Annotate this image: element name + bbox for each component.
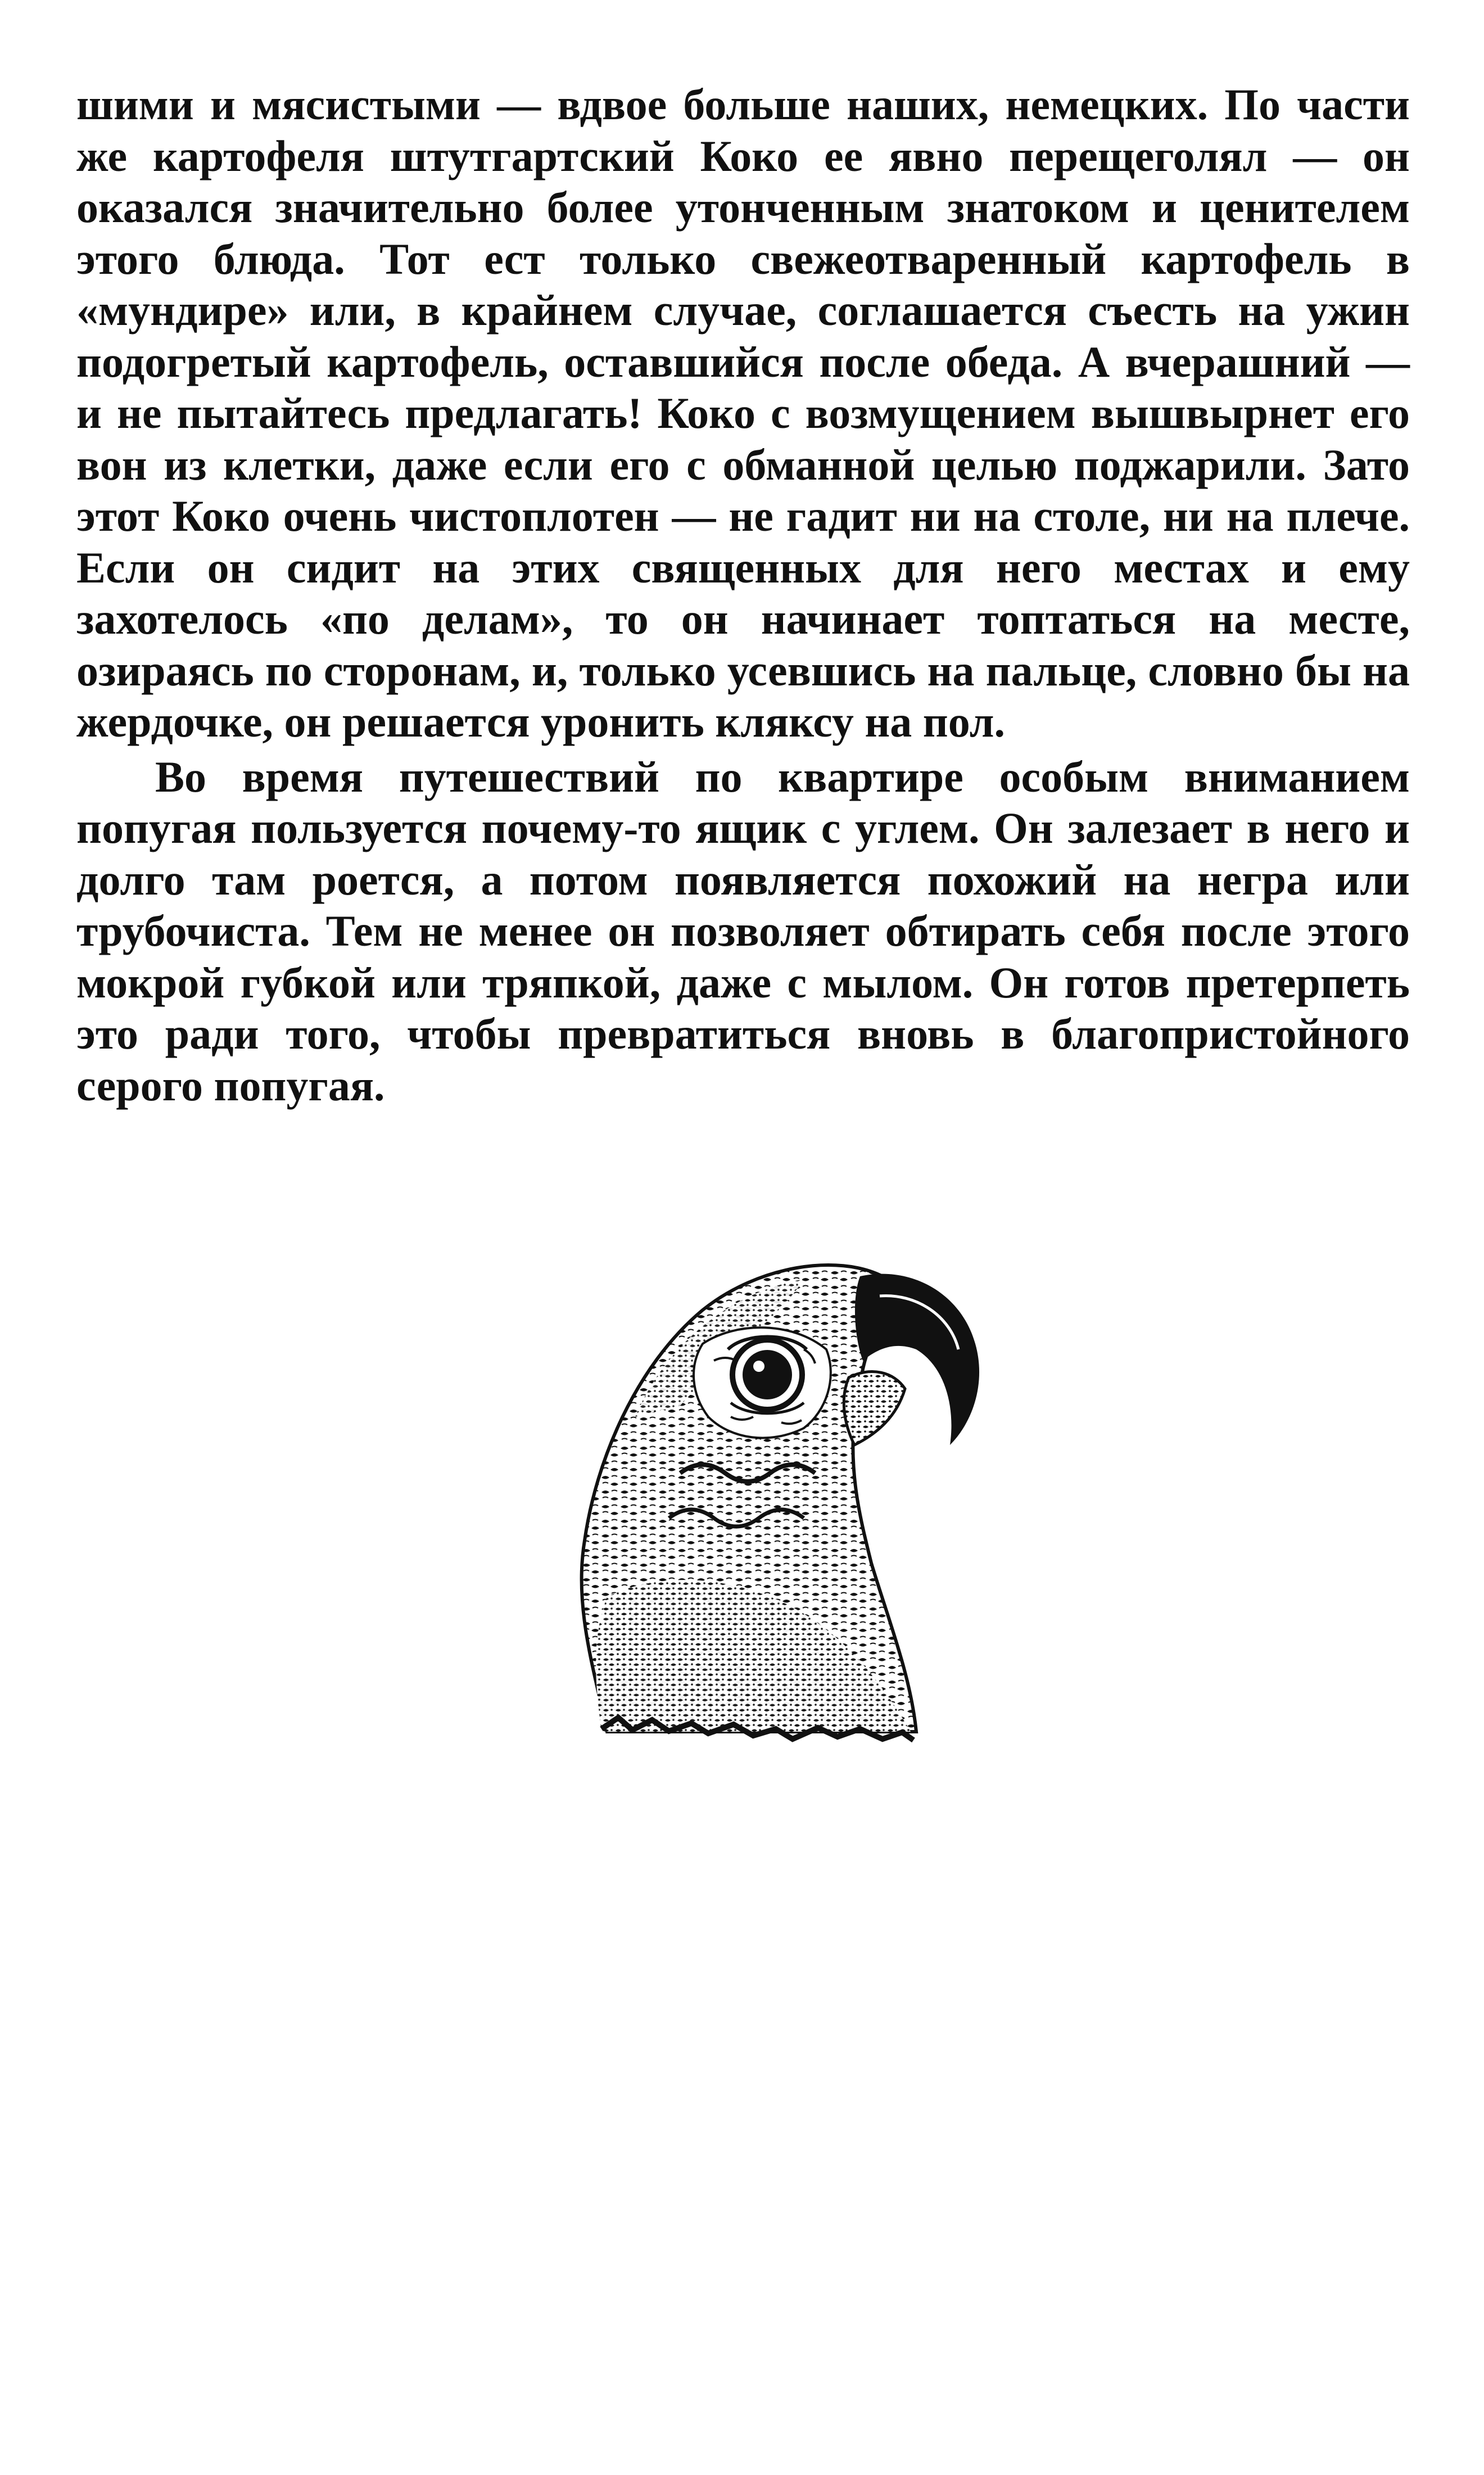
paragraph-coal-box: Во время путешествий по квартире особым вниманием попугая пользуется почему-то ящик с углем. Он залезает в него и долго там роется, а потом появляется похожий на негра или трубочиста. Тем не менее он позволяет обтирать себя после этого мокрой губкой или тряпкой, даже с мылом. Он готов претерпеть это ради того, чтобы превратиться вновь в благопристойного серого попугая. xyxy=(76,752,1410,1110)
parrot-illustration xyxy=(467,1181,1006,1743)
parrot-head-engraving-icon xyxy=(467,1181,1006,1743)
body-text xyxy=(76,79,1410,1111)
paragraph-continued: шими и мясистыми — вдвое больше наших, немецких. По части же картофеля штутгартский Коко ее явно перещеголял — он оказался значительно более утонченным знатоком и ценителем этого блюда. Тот ест только свежеотваренный картофель в «мундире» или, в крайнем случае, соглашается съесть на ужин подогретый картофель, оставшийся после обеда. А вчерашний — и не пытайтесь предлагать! Коко с возмущением вышвырнет его вон из клетки, даже если его с обманной целью поджарили. Зато этот Коко очень чистоплотен — не гадит ни на столе, ни на плече. Если он сидит на этих священных для него местах и ему захотелось «по делам», то он начинает топтаться на месте, озираясь по сторонам, и, только усевшись на пальце, словно бы на жердочке, он решается уронить кляксу на пол. xyxy=(76,80,1410,746)
